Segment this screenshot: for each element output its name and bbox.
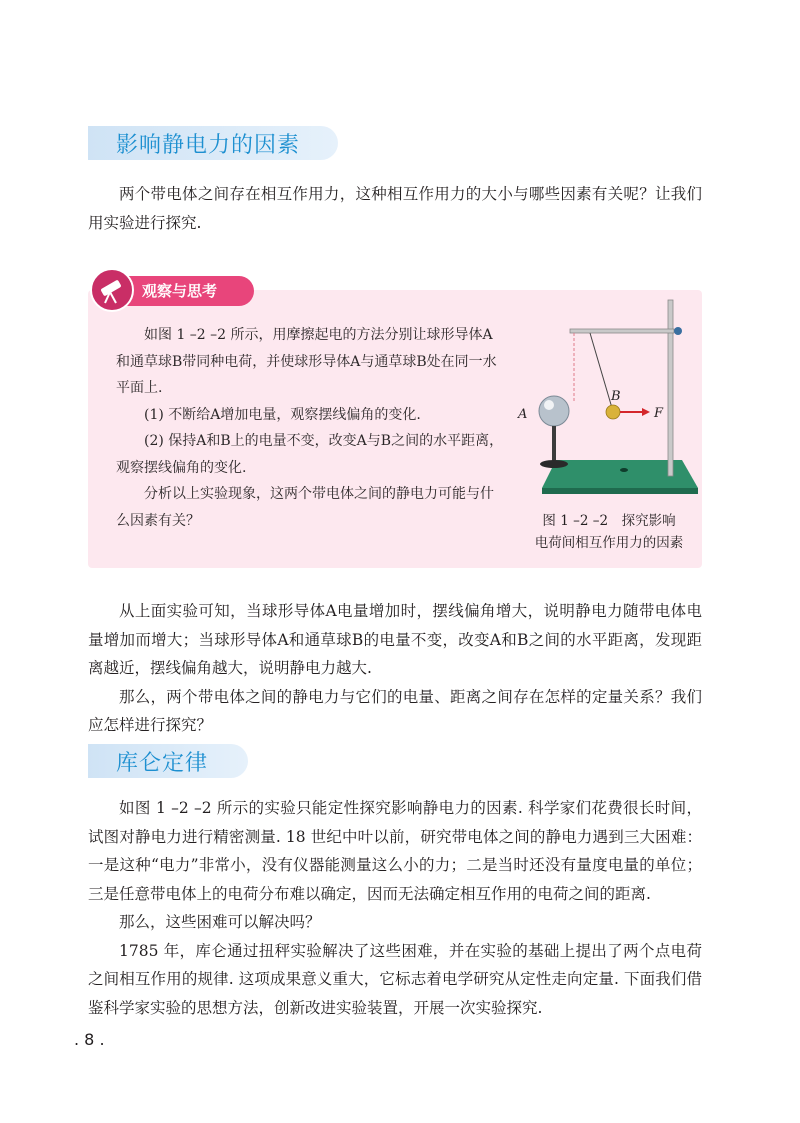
badge-label: 观察与思考 xyxy=(142,282,218,300)
observe-paragraph: 分析以上实验现象，这两个带电体之间的静电力可能与什么因素有关？ xyxy=(116,486,494,529)
section-title: 影响静电力的因素 xyxy=(116,133,301,158)
section-title: 库仑定律 xyxy=(116,751,209,776)
body-paragraph: 如图 1 –2 –2 所示的实验只能定性探究影响静电力的因素. 科学家们花费很长时间，试图对静电力进行精密测量. 18 世纪中叶以前，研究带电体之间的静电力遇到三大困难：一是这种“电力”非常小，没有仪器能测量这么小的力；二是当时还没有量度电量的单位；三是任意带电体上的电荷分布难以确定，因而无法确定相互作用的电荷之间的距离. xyxy=(88,799,702,903)
sphere-a xyxy=(539,396,569,426)
telescope-icon xyxy=(90,268,134,312)
observe-paragraph: 如图 1 –2 –2 所示，用摩擦起电的方法分别让球形导体A和通草球B带同种电荷，并使球形导体A与通草球B处在同一水平面上. xyxy=(116,327,497,396)
body-paragraph: 那么，两个带电体之间的静电力与它们的电量、距离之间存在怎样的定量关系？我们应怎样进行探究？ xyxy=(88,687,702,734)
page-number: . 8 . xyxy=(74,1030,105,1049)
observe-think-box xyxy=(88,268,702,568)
label-a: A xyxy=(518,407,528,422)
observe-badge xyxy=(90,268,260,312)
body-paragraph: 1785 年，库仑通过扭秤实验解决了这些困难，并在实验的基础上提出了两个点电荷之间相互作用的规律. 这项成果意义重大，它标志着电学研究从定性走向定量. 下面我们借鉴科学家实验的思想方法，创新改进实验装置，开展一次实验探究. xyxy=(88,941,702,1017)
coulomb-paragraphs xyxy=(88,794,702,1022)
caption-line: 图 1 –2 –2 探究影响 xyxy=(542,513,676,529)
pith-ball-b xyxy=(606,405,620,419)
figure-caption xyxy=(518,510,700,554)
body-paragraph: 那么，这些困难可以解决吗？ xyxy=(119,913,321,931)
label-b: B xyxy=(611,389,621,404)
observe-paragraph: (1) 不断给A增加电量，观察摆线偏角的变化. xyxy=(144,406,421,423)
experiment-figure xyxy=(514,292,702,512)
result-paragraphs xyxy=(88,597,702,740)
intro-text: 两个带电体之间存在相互作用力，这种相互作用力的大小与哪些因素有关呢？让我们用实验进行探究. xyxy=(88,185,702,232)
observe-paragraph: (2) 保持A和B上的电量不变，改变A与B之间的水平距离，观察摆线偏角的变化. xyxy=(116,433,504,476)
observe-text xyxy=(116,322,506,534)
caption-line: 电荷间相互作用力的因素 xyxy=(534,535,684,551)
section-heading-factors xyxy=(88,126,348,160)
body-paragraph: 从上面实验可知，当球形导体A电量增加时，摆线偏角增大，说明静电力随带电体电量增加而增大；当球形导体A和通草球B的电量不变，改变A和B之间的水平距离，发现距离越近，摆线偏角越大，说明静电力越大. xyxy=(88,602,702,677)
label-f: F xyxy=(654,406,664,421)
section-heading-coulomb xyxy=(88,744,258,778)
intro-paragraph xyxy=(88,180,702,237)
